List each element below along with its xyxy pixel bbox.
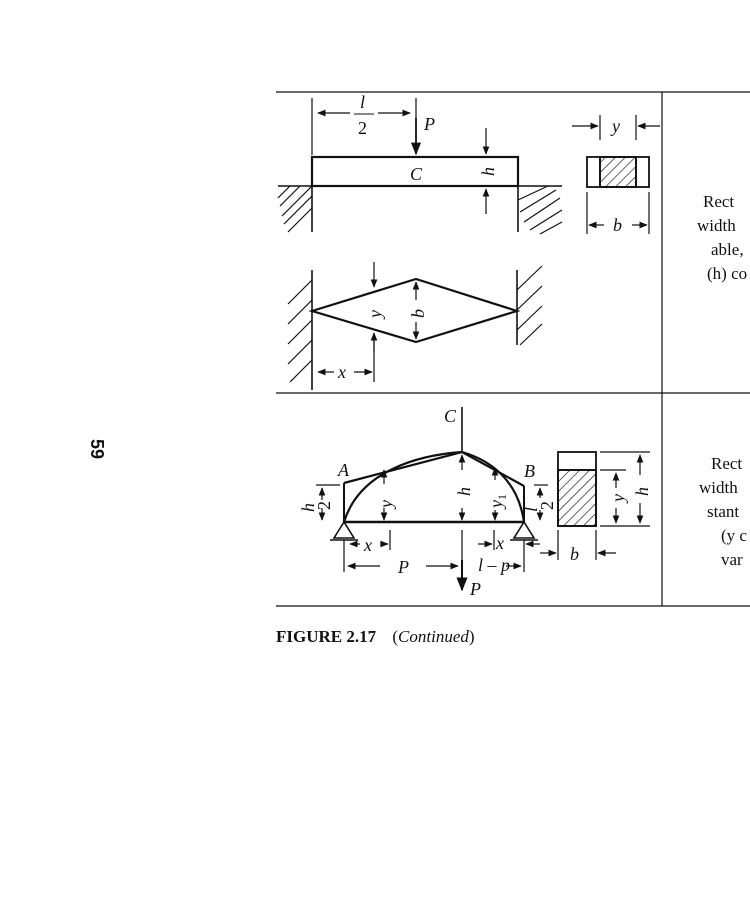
span-left-label: P (398, 557, 409, 577)
row1-desc-line-2: width (697, 216, 736, 235)
section-y-label-2: y (608, 494, 628, 502)
left-y-label: y (376, 500, 396, 508)
left-x-label: x (364, 535, 372, 555)
right-x-label: x (496, 533, 504, 553)
right-end-den: 2 (537, 501, 557, 510)
row2-beam-elevation (316, 407, 548, 590)
end-depth-num: h (298, 503, 318, 512)
end-b-label: B (524, 461, 535, 481)
row1-desc-line-1: Rect (703, 192, 735, 211)
plan-b-label: b (408, 309, 428, 318)
plan-y-label: y (365, 310, 385, 318)
figure-continued: (Continued) (392, 627, 475, 646)
center-label: C (410, 164, 423, 184)
row1-description (663, 190, 750, 286)
row2-desc-line-3: stant (707, 502, 740, 521)
load-label: P (424, 114, 435, 134)
figure-caption (276, 627, 475, 647)
section-b-label: b (613, 215, 622, 235)
right-y1-label: $y_1$ (486, 494, 509, 508)
half-span-denominator: 2 (358, 118, 367, 138)
row2-description (663, 452, 750, 572)
page-number: 59 (87, 438, 107, 460)
mid-h-label: h (454, 487, 474, 496)
depth-label: h (478, 167, 498, 176)
figure-label: FIGURE 2.17 (276, 627, 377, 646)
row1-plan-labels (337, 309, 428, 382)
plan-x-label: x (338, 362, 346, 382)
load-p-label: P (470, 579, 481, 599)
row1-plan-view (288, 262, 542, 390)
span-right-label: l – p (478, 555, 511, 575)
row1-desc-line-3: able, (711, 240, 744, 259)
row2-desc-line-1: Rect (711, 454, 743, 473)
top-c-label: C (444, 406, 457, 426)
row2-desc-line-5: var (721, 550, 743, 569)
row2-desc-line-2: width (699, 478, 738, 497)
section-h-label: h (632, 487, 652, 496)
half-span-numerator: l (360, 92, 366, 112)
end-a-label: A (338, 460, 349, 480)
section-y-label: y (612, 116, 620, 136)
end-depth-den: 2 (314, 501, 334, 510)
section-b-label-2: b (570, 544, 579, 564)
right-end-num: l (521, 506, 541, 512)
row1-beam-labels (354, 92, 498, 184)
row1-desc-line-4: (h) co (707, 264, 748, 283)
row2-desc-line-4: (y c (721, 526, 747, 545)
